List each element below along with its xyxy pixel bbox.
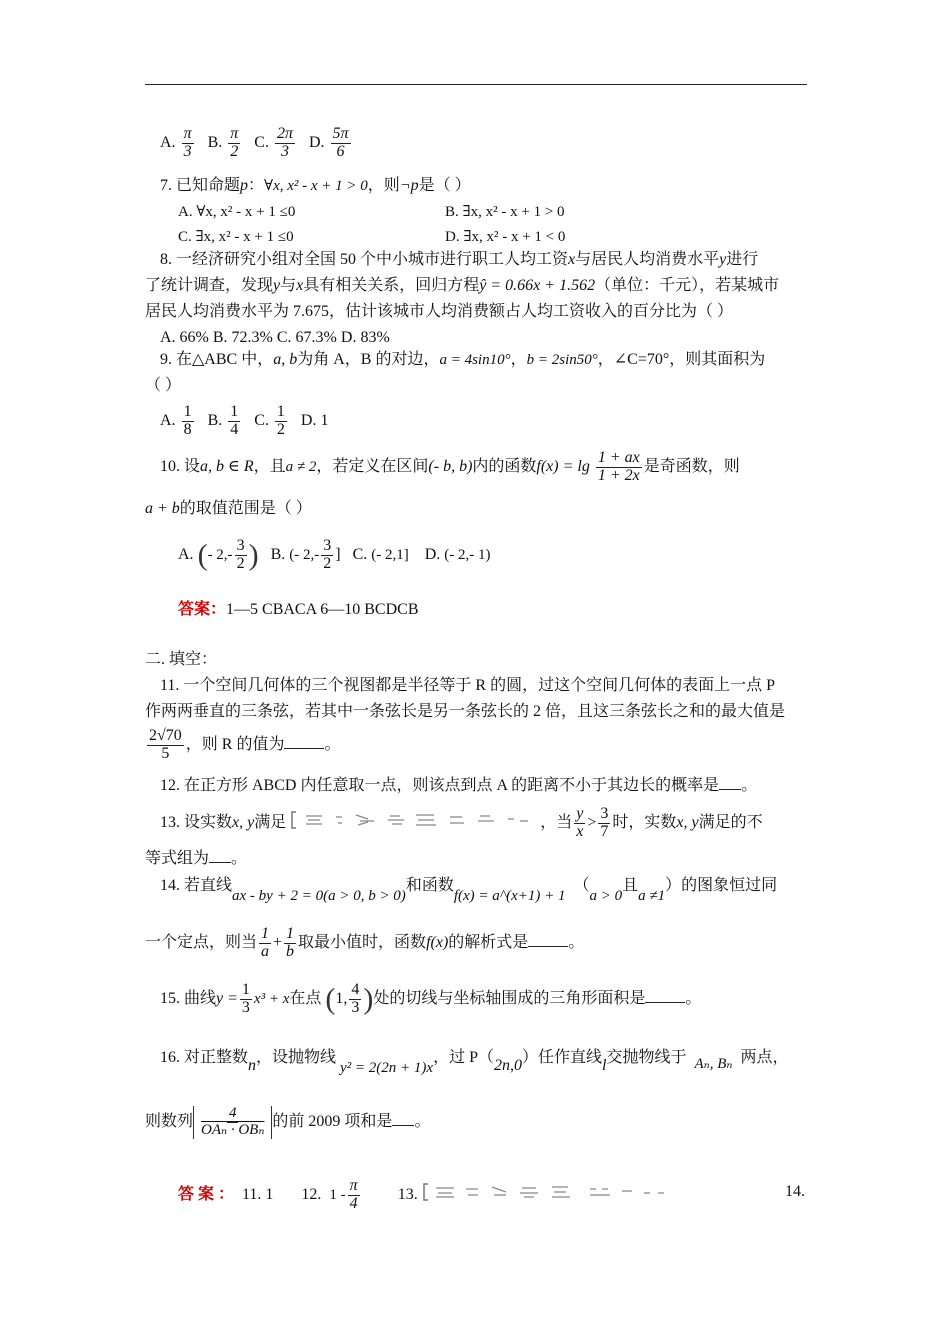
- q14-line-1: 14. 若直线ax - by + 2 = 0(a > 0, b > 0)和函数f(x) = a^(x+1) + 1 （a > 0且a ≠1）的图象恒过同: [160, 877, 778, 904]
- q10-line-2: a + b的取值范围是（ ）: [145, 500, 312, 517]
- q7-option-d: D. ∃x, x² - x + 1 < 0: [445, 229, 566, 245]
- q11-line-3: $\frac{2√70}{5}$ ，则 R 的值为 。: [149, 727, 341, 762]
- q8-line-3: 居民人均消费水平为 7.675，估计该城市人均消费额占人均工资收入的百分比为（ ）: [145, 303, 734, 320]
- q11-line-1: 11. 一个空间几何体的三个视图都是半径等于 R 的圆，过这个空间几何体的表面上一点 P: [160, 677, 775, 694]
- q9-line-2: （ ）: [145, 377, 182, 394]
- q7-option-c: C. ∃x, x² - x + 1 ≤0: [178, 229, 294, 245]
- a13-garbled-inequality-image: [422, 1181, 672, 1209]
- q12-line: 12. 在正方形 ABCD 内任意取一点，则该点到点 A 的距离不小于其边长的概率是 。: [160, 777, 758, 794]
- q13-line-1: 13. 设实数x, y满足 ，当 $\frac{y}{x}$ > $\frac{3}{7}$ 时，实数x, y满足的不: [160, 805, 763, 840]
- answer-14-label: 14.: [785, 1183, 805, 1200]
- q8-options: A. 66% B. 72.3% C. 67.3% D. 83%: [160, 329, 390, 346]
- q14-line-2: 一个定点，则当 $\frac{1}{a}$ + $\frac{1}{b}$ 取最小值时，函数f(x)的解析式是 。: [145, 925, 585, 960]
- q14-answer-blank[interactable]: [528, 945, 568, 947]
- answer-line-1: 答案：1—5 CBACA 6—10 BCDCB: [178, 601, 419, 618]
- header-rule: [145, 84, 807, 85]
- q15-answer-blank[interactable]: [645, 1001, 685, 1003]
- q9-options: A. $\frac{1}{8}$ B. $\frac{1}{4}$ C. $\frac{1}{2}$ D. 1: [160, 403, 329, 438]
- q10-options: A. (- 2,- $\frac{3}{2}$ ) B. (- 2,- $\frac{3}{2}$ ] C. (- 2,1] D. (- 2,- 1): [178, 537, 491, 572]
- q15-line: 15. 曲线y = $\frac{1}{3}$ x³ + x在点 (1, $\frac{4}{3}$ )处的切线与坐标轴围成的三角形面积是 。: [160, 981, 702, 1016]
- q11-answer-blank[interactable]: [284, 747, 324, 749]
- q8-line-1: 8. 一经济研究小组对全国 50 个中小城市进行职工人均工资x与居民人均消费水平y进行: [160, 251, 759, 268]
- section-title-fill-blank: 二. 填空：: [145, 651, 218, 668]
- q7-option-b: B. ∃x, x² - x + 1 > 0: [445, 204, 565, 220]
- q13-garbled-inequality-image: [290, 809, 540, 837]
- q13-answer-blank[interactable]: [209, 861, 231, 863]
- q7-option-a: A. ∀x, x² - x + 1 ≤0: [178, 204, 296, 220]
- q11-line-2: 作两两垂直的三条弦，若其中一条弦长是另一条弦长的 2 倍，且这三条弦长之和的最大值是: [145, 703, 786, 720]
- q9-line-1: 9. 在△ABC 中，a, b为角 A，B 的对边，a = 4sin10°，b = 2sin50°，∠C=70°，则其面积为: [160, 351, 766, 368]
- q16-line-1: 16. 对正整数n，设抛物线 y² = 2(2n + 1)x，过 P（2n,0）任作直线l交抛物线于 Aₙ, Bₙ 两点，: [160, 1049, 789, 1076]
- q6-options: A. $\frac{\pi}{3}$ B. $\frac{\pi}{2}$ C. $\frac{2\pi}{3}$ D. $\frac{5\pi}{6}$: [160, 125, 349, 160]
- q7-stem: 7. 已知命题p：∀x, x² - x + 1 > 0，则¬p是（ ）: [160, 177, 471, 194]
- answer-line-2: 答 案 ： 11. 1 12. 1 - $\frac{\pi}{4}$ 13.: [178, 1178, 672, 1213]
- q12-answer-blank[interactable]: [719, 788, 741, 790]
- q10-line-1: 10. 设a, b ∈ R，且a ≠ 2，若定义在区间(- b, b)内的函数f(x) = lg $\frac{1 + ax}{1 + 2x}$ 是奇函数，则: [160, 449, 740, 484]
- q16-answer-blank[interactable]: [392, 1124, 414, 1126]
- q16-line-2: 则数列 $\frac{4}{\text{OAₙ · OBₙ}}$ 的前 2009 项和是 。: [145, 1105, 431, 1138]
- q8-line-2: 了统计调查，发现y与x具有相关关系，回归方程ŷ = 0.66x + 1.562（单位：千元），若某城市: [145, 277, 780, 294]
- q13-line-2: 等式组为 。: [145, 850, 248, 867]
